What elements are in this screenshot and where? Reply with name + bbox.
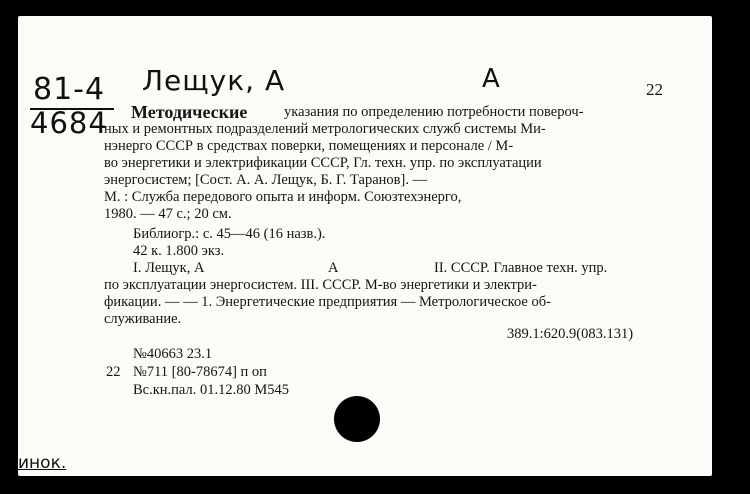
body-line-1: указания по определению потребности повероч- xyxy=(284,104,584,120)
book-chamber-line: Вс.кн.пал. 01.12.80 М545 xyxy=(133,382,289,398)
body-line-5: энергосистем; [Сост. А. А. Лещук, Б. Г. Таранов]. — xyxy=(104,172,428,188)
handwritten-code-bottom: 4684 xyxy=(30,106,108,140)
order-line: №711 [80-78674] п оп xyxy=(133,364,267,380)
handwritten-code-top: 81-4 xyxy=(33,72,106,107)
registration-number: №40663 23.1 xyxy=(133,346,213,362)
body-line-13: по эксплуатации энергосистем. III. СССР. М-во энергетики и электри- xyxy=(104,277,537,293)
body-line-6: М. : Служба передового опыта и информ. Союзтехэнерго, xyxy=(104,189,462,205)
index-author: I. Лещук, А xyxy=(133,260,205,276)
handwritten-author: Лещук, А xyxy=(142,64,286,97)
handwritten-letter: А xyxy=(482,64,500,94)
body-line-15: служивание. xyxy=(104,311,182,327)
handwritten-corner-note: инок. xyxy=(18,453,67,473)
body-line-7: 1980. — 47 с.; 20 см. xyxy=(104,206,232,222)
body-line-14: фикации. — — 1. Энергетические предприятия — Метрологическое об- xyxy=(104,294,551,310)
body-line-2: ных и ремонтных подразделений метрологических служб системы Ми- xyxy=(104,121,546,137)
body-line-4: во энергетики и электрификации СССР, Гл. техн. упр. по эксплуатации xyxy=(104,155,542,171)
udc-code: 389.1:620.9(083.131) xyxy=(507,326,634,342)
price-copies: 42 к. 1.800 экз. xyxy=(133,243,225,259)
body-line-3: нэнерго СССР в средствах поверки, помещениях и персонале / М- xyxy=(104,138,514,154)
bibliography-note: Библиогр.: с. 45—46 (16 назв.). xyxy=(133,226,326,242)
index-org: II. СССР. Главное техн. упр. xyxy=(434,260,608,276)
index-author-letter: А xyxy=(328,260,339,276)
title-word: Методические xyxy=(131,102,248,122)
punch-hole xyxy=(334,396,380,442)
card-number: 22 xyxy=(646,80,663,99)
order-card-number: 22 xyxy=(106,364,121,380)
